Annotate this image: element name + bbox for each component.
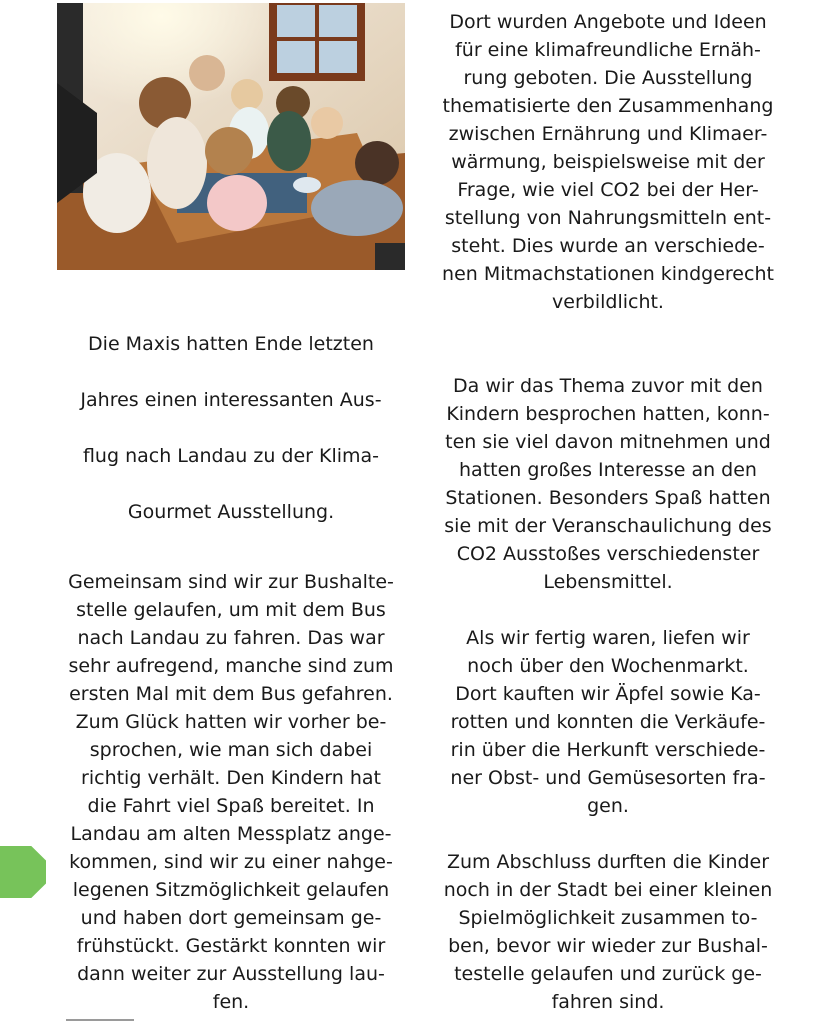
right-column-paragraph-1 (432, 8, 784, 316)
green-page-tab (0, 846, 46, 898)
group-photo-children-icon (57, 3, 405, 270)
right-column-paragraph-3 (432, 624, 784, 820)
left-column-body (57, 568, 405, 1016)
right-column-paragraph-2 (432, 372, 784, 596)
right-column-paragraph-4 (432, 848, 784, 1016)
bottom-divider (66, 1019, 134, 1021)
exhibition-paragraph: Dort wurden Angebote und Ideen für eine klimafreundliche Ernäh- rung geboten. Die Ausstellung thematisierte den Zusammenhang zwischen Ernährung und Klimaer- wärmung, beispielsweise mit der Frage, wie viel CO2 bei der Her- stellung von Nahrungsmitteln ent- steht. Dies wurde an verschiede- nen Mitmachstationen kindgerecht verbildlicht. (442, 11, 774, 313)
market-paragraph: Als wir fertig waren, liefen wir noch über den Wochenmarkt. Dort kauften wir Äpfel sowie Ka- rotten und konnten die Verkäufe- rin über die Herkunft verschiede- ner Obst- und Gemüsesorten fra- gen. (450, 627, 766, 817)
left-column-intro (57, 316, 405, 540)
closing-paragraph: Zum Abschluss durften die Kinder noch in der Stadt bei einer kleinen Spielmöglichkeit zusammen to- ben, bevor wir wieder zur Bushal- testelle gelaufen und zurück ge- fahren sind. (443, 851, 773, 1013)
intro-paragraph: Die Maxis hatten Ende letzten Jahres einen interessanten Aus- flug nach Landau zu der Klima- Gourmet Ausstellung. (80, 333, 382, 523)
bus-trip-paragraph: Gemeinsam sind wir zur Bushalte- stelle gelaufen, um mit dem Bus nach Landau zu fahren. Das war sehr aufregend, manche sind zum ersten Mal mit dem Bus gefahren. Zum Glück hatten wir vorher be- sprochen, wie man sich dabei richtig verhält. Den Kindern hat die Fahrt viel Spaß bereitet. In Landau am alten Messplatz ange- kommen, sind wir zu einer nahge- legenen Sitzmöglichkeit gelaufen und haben dort gemeinsam ge- frühstückt. Gestärkt konnten wir dann weiter zur Ausstellung lau- fen. (68, 571, 394, 1013)
group-photo (57, 3, 405, 270)
stations-paragraph: Da wir das Thema zuvor mit den Kindern besprochen hatten, konn- ten sie viel davon mitnehmen und hatten großes Interesse an den Stationen. Besonders Spaß hatten sie mit der Veranschaulichung des CO2 Ausstoßes verschiedenster Lebensmittel. (444, 375, 772, 593)
